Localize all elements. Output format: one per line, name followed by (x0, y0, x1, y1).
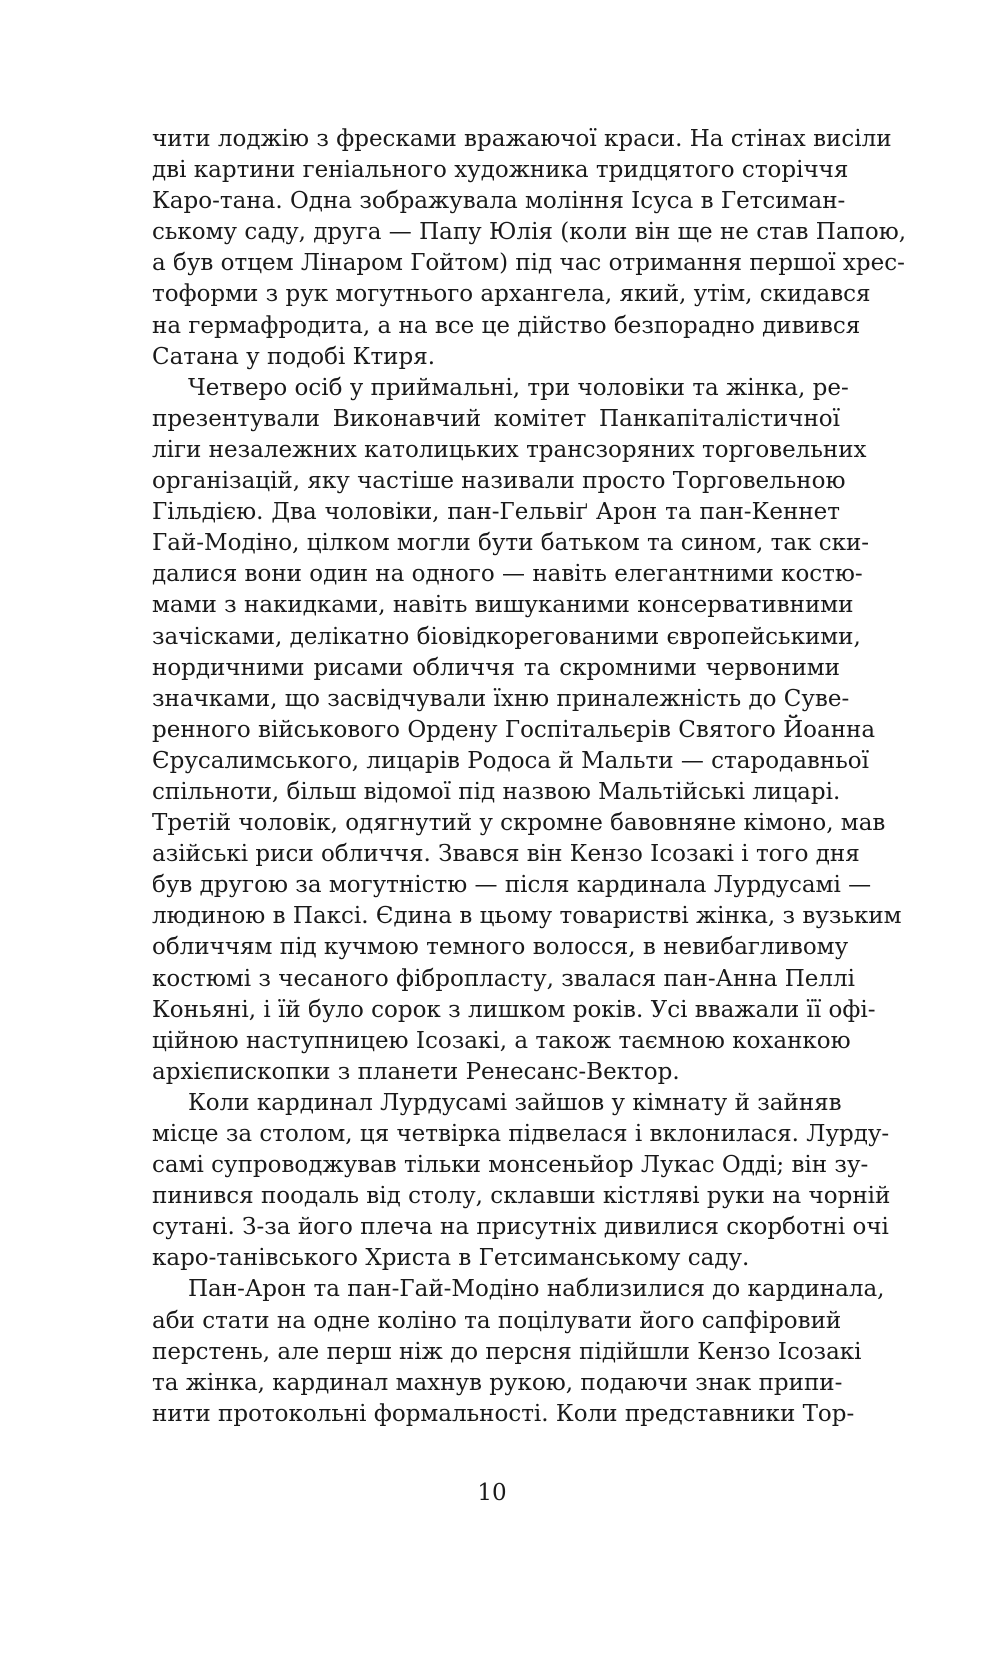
text-line: організацій, яку частіше називали просто Торговельною (152, 468, 846, 495)
text-line: ліги незалежних католицьких трансзоряних торговельних (152, 436, 867, 463)
text-line: Пан-Арон та пан-Гай-Модіно наблизилися до кардинала, (188, 1276, 885, 1303)
text-line: Четверо осіб у приймальні, три чоловіки та жінка, ре- (188, 374, 849, 401)
paragraph (152, 124, 907, 373)
paragraph (152, 373, 902, 1088)
text-line: Третій чоловік, одягнутий у скромне бавовняне кімоно, мав (152, 810, 886, 837)
text-line: архієпископки з планети Ренесанс-Вектор. (152, 1058, 680, 1085)
text-line: нордичними рисами обличчя та скромними червоними (152, 654, 840, 681)
paragraph (152, 1088, 891, 1275)
text-line: Сатана у подобі Ктиря. (152, 343, 436, 370)
page-number: 10 (477, 1480, 507, 1506)
text-line: ському саду, друга — Папу Юлія (коли він ще не став Папою, (152, 219, 907, 246)
body-text (152, 124, 907, 1430)
text-line: Гай-Модіно, цілком могли бути батьком та сином, так ски- (152, 530, 870, 557)
text-line: Коньяні, і їй було сорок з лишком років. Усі вважали її офі- (152, 996, 876, 1023)
text-line: Гільдією. Два чоловіки, пан-Гельвіґ Арон та пан-Кеннет (152, 499, 840, 526)
text-line: далися вони один на одного — навіть елегантними костю- (152, 561, 863, 588)
text-line: людиною в Паксі. Єдина в цьому товаристві жінка, з вузьким (152, 903, 902, 930)
text-line: самі супроводжував тільки монсеньйор Лукас Одді; він зу- (152, 1152, 869, 1179)
paragraph (152, 1274, 885, 1429)
text-line: презентували Виконавчий комітет Панкапіталістичної (152, 405, 840, 432)
text-line: костюмі з чесаного фібропласту, звалася пан-Анна Пеллі (152, 965, 855, 992)
text-line: перстень, але перш ніж до персня підійшли Кензо Ісозакі (152, 1338, 862, 1365)
text-line: обличчям під кучмою темного волосся, в невибагливому (152, 934, 849, 961)
text-line: спільноти, більш відомої під назвою Мальтійські лицарі. (152, 778, 841, 805)
text-line: Каро-тана. Одна зображувала моління Ісуса в Гетсиман- (152, 188, 846, 215)
text-line: на гермафродита, а на все це дійство безпорадно дивився (152, 312, 861, 339)
text-line: місце за столом, ця четвірка підвелася і вклонилася. Лурду- (152, 1121, 890, 1147)
text-line: ційною наступницею Ісозакі, а також таємною коханкою (152, 1027, 851, 1054)
text-line: тоформи з рук могутнього архангела, який, утім, скидався (152, 281, 871, 308)
text-line: був другою за могутністю — після кардинала Лурдусамі — (152, 872, 872, 899)
text-line: каро-танівського Христа в Гетсиманському саду. (152, 1245, 750, 1272)
text-line: та жінка, кардинал махнув рукою, подаючи знак припи- (152, 1369, 843, 1396)
text-line: зачісками, делікатно біовідкорегованими європейськими, (152, 623, 861, 650)
text-line: пинився поодаль від столу, склавши кістляві руки на чорній (152, 1183, 891, 1210)
text-line: аби стати на одне коліно та поцілувати його сапфіровий (152, 1307, 842, 1334)
text-line: азійські риси обличчя. Звався він Кензо Ісозакі і того дня (152, 841, 860, 868)
text-line: а був отцем Лінаром Гойтом) під час отримання першої хрес- (152, 250, 905, 277)
text-line: дві картини геніального художника тридцятого сторіччя (152, 157, 849, 184)
text-line: сутані. З-за його плеча на присутніх дивилися скорботні очі (152, 1214, 889, 1241)
text-line: нити протокольні формальності. Коли представники Тор- (152, 1400, 855, 1427)
text-line: значками, що засвідчували їхню приналежність до Суве- (152, 685, 850, 712)
text-line: мами з накидками, навіть вишуканими консервативними (152, 592, 854, 619)
text-line: Єрусалимського, лицарів Родоса й Мальти — стародавньої (152, 747, 869, 774)
text-line: Коли кардинал Лурдусамі зайшов у кімнату й зайняв (188, 1089, 842, 1116)
text-line: чити лоджію з фресками вражаючої краси. На стінах висіли (152, 126, 892, 152)
text-line: ренного військового Ордену Госпітальєрів Святого Йоанна (152, 716, 876, 743)
